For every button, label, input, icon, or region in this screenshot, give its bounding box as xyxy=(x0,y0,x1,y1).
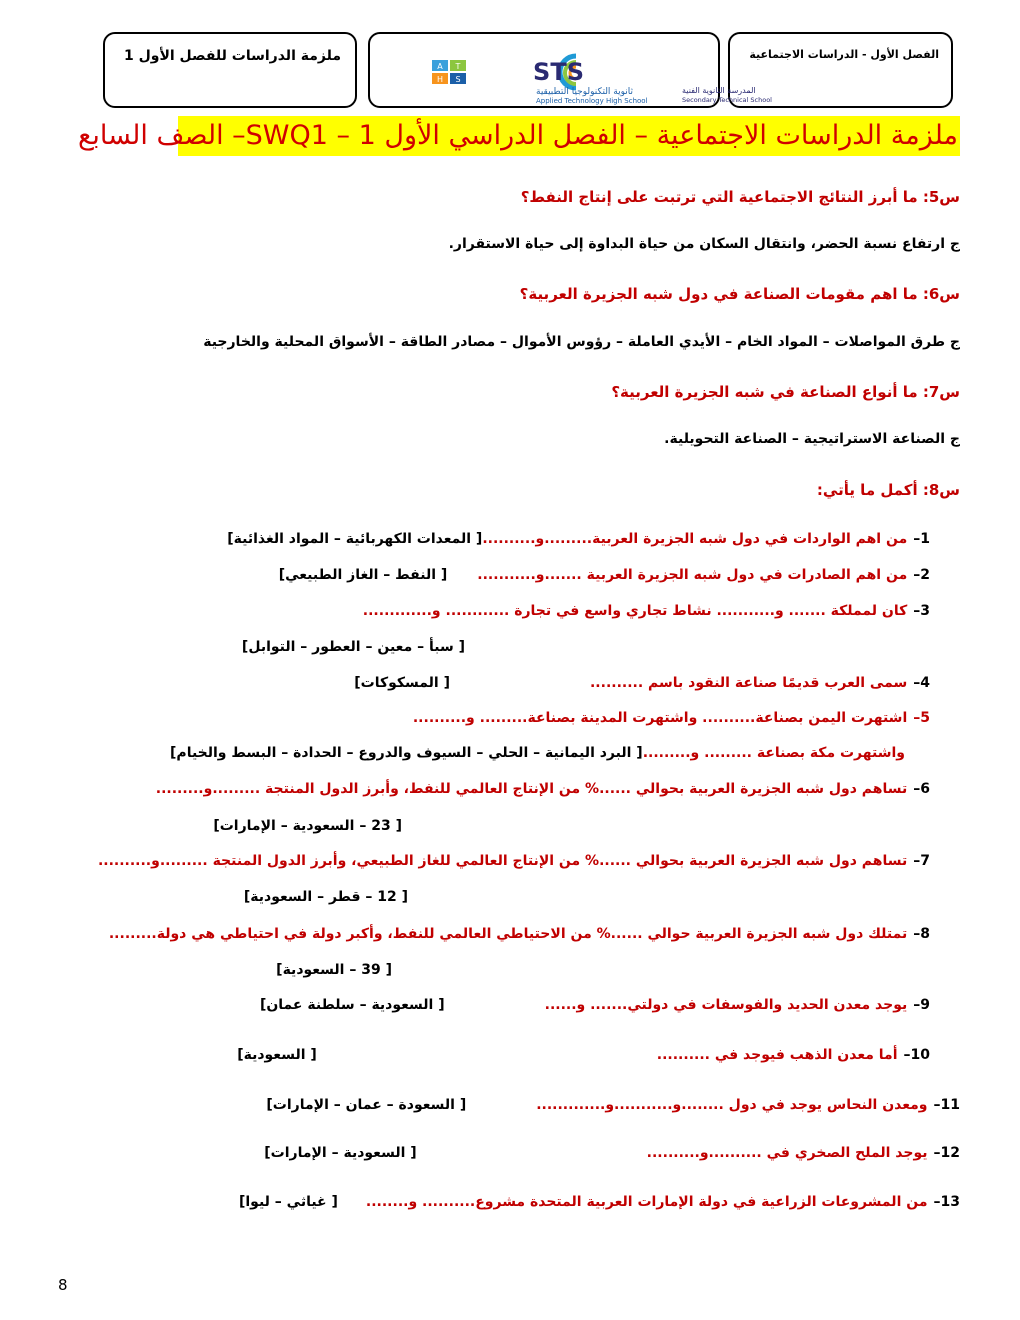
question-5: س5: ما أبرز النتائج الاجتماعية التي ترتبت على إنتاج النفط؟ xyxy=(520,188,960,206)
question-6: س6: ما اهم مقومات الصناعة في دول شبه الجزيرة العربية؟ xyxy=(519,285,960,303)
svg-text:A: A xyxy=(437,62,443,71)
fill-item-hint: [ سبأ – معين – العطور – التوابل] xyxy=(241,639,465,655)
fill-item: 10–أما معدن الذهب فيوجد في ..........[ السعودية] xyxy=(237,1047,930,1063)
fill-item-hint: [ 23 – السعودية – الإمارات] xyxy=(213,818,402,834)
header-left-box xyxy=(103,32,357,108)
fill-item: 3–كان لمملكة ....... و........... نشاط تجاري واسع في تجارة ............ و............. xyxy=(362,603,930,619)
fill-item: 1–من اهم الواردات في دول شبه الجزيرة العربية.........و..........[ المعدات الكهربائية – المواد الغذائية] xyxy=(227,531,930,547)
svg-text:S: S xyxy=(455,75,461,84)
answer-6: ج طرق المواصلات – المواد الخام – الأيدي العاملة – رؤوس الأموال – مصادر الطاقة – الأسواق المحلية والخارجية xyxy=(203,334,960,350)
fill-item: 11–ومعدن النحاس يوجد في دول ........و...........و.............[ السعودة – عمان – الإمارات] xyxy=(266,1097,960,1113)
svg-text:ثانوية التكنولوجيا التطبيقية: ثانوية التكنولوجيا التطبيقية xyxy=(536,87,634,97)
fill-item-hint: [ 12 – قطر – السعودية] xyxy=(243,889,408,905)
svg-text:H: H xyxy=(436,75,444,84)
fill-item: 6–تساهم دول شبه الجزيرة العربية بحوالي ......% من الإنتاج العالمي للنفط، وأبرز الدول المنتجة .........و......... xyxy=(155,781,930,797)
svg-text:المدرسة الثانوية الفنية: المدرسة الثانوية الفنية xyxy=(682,86,756,95)
fill-item: 2–من اهم الصادرات في دول شبه الجزيرة العربية .......و...........[ النفط – الغاز الطبيعي] xyxy=(278,567,930,583)
fill-item: 13–من المشروعات الزراعية في دولة الإمارات العربية المتحدة مشروع.......... و........[ غياثي – ليوا] xyxy=(238,1194,960,1210)
answer-5: ج ارتفاع نسبة الحضر، وانتقال السكان من حياة البداوة إلى حياة الاستقرار. xyxy=(448,236,960,252)
svg-text:Secondary Technical School: Secondary Technical School xyxy=(682,96,772,104)
fill-item: 8–تمتلك دول شبه الجزيرة العربية حوالي ......% من الاحتياطي العالمي للنفط، وأكبر دولة في احتياطي هي دولة......... xyxy=(108,926,930,942)
fill-item: 4–سمى العرب قديمًا صناعة النقود باسم ..........[ المسكوكات] xyxy=(354,675,930,691)
page-number: 8 xyxy=(58,1276,68,1294)
fill-item-hint: [ 39 – السعودية] xyxy=(276,962,392,978)
svg-text:STS: STS xyxy=(533,58,584,86)
header-subject: الفصل الأول - الدراسات الاجتماعية xyxy=(749,48,939,61)
fill-item: 12–يوجد الملح الصخري في ..........و..........[ السعودية – الإمارات] xyxy=(264,1145,960,1161)
fill-item: واشتهرت مكة بصناعة ......... و.........[ البرد اليمانية – الحلي – السيوف والدروع – الحدادة – البسط والخيام] xyxy=(170,745,905,761)
title-banner: ملزمة الدراسات الاجتماعية – الفصل الدراسي الأول 1 – SWQ1– الصف السابع xyxy=(178,116,960,156)
svg-text:Applied Technology High School: Applied Technology High School xyxy=(536,97,648,105)
header-booklet-title: ملزمة الدراسات للفصل الأول 1 xyxy=(123,48,341,64)
fill-item: 9–يوجد معدن الحديد والفوسفات في دولتي....... و......[ السعودية – سلطنة عمان] xyxy=(259,997,930,1013)
question-7: س7: ما أنواع الصناعة في شبه الجزيرة العربية؟ xyxy=(611,383,960,401)
fill-item: 7–تساهم دول شبه الجزيرة العربية بحوالي ......% من الإنتاج العالمي للغاز الطبيعي، وأبرز الدول المنتجة .........و.......... xyxy=(97,853,930,869)
answer-7: ج الصناعة الاستراتيجية – الصناعة التحويلية. xyxy=(664,431,960,447)
svg-text:T: T xyxy=(455,62,461,71)
question-8-title: س8: أكمل ما يأتي: xyxy=(816,481,960,499)
fill-item: 5–اشتهرت اليمن بصناعة.......... واشتهرت المدينة بصناعة......... و.......... xyxy=(412,710,930,726)
